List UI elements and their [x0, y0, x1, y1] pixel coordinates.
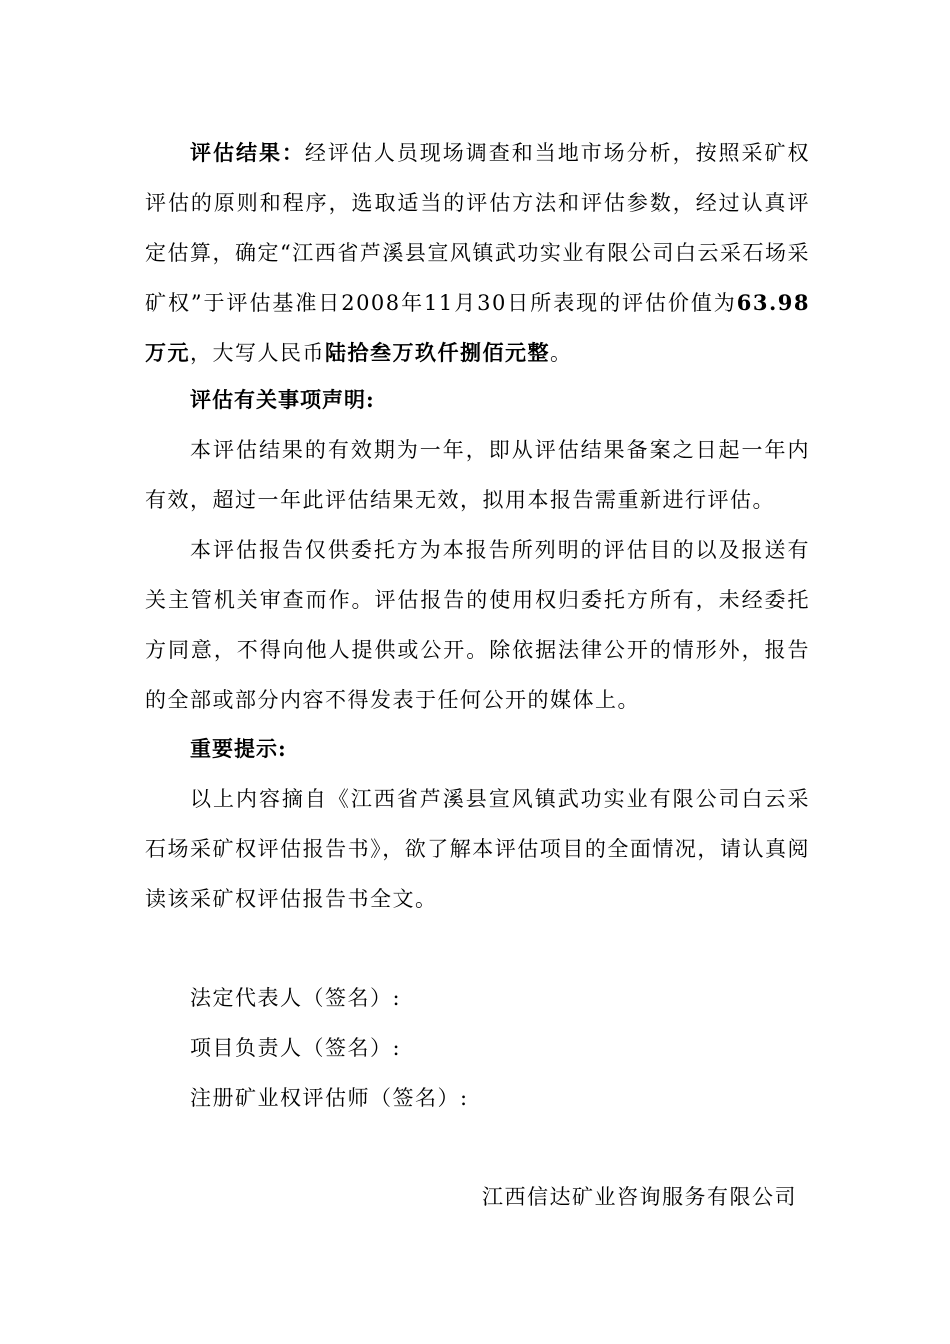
- company-name: 江西信达矿业咨询服务有限公司: [482, 1185, 797, 1209]
- result-text-b: ，大写人民币: [190, 341, 325, 365]
- result-text-c: 。: [550, 341, 573, 365]
- notice-paragraph: 以上内容摘自《江西省芦溪县宣风镇武功实业有限公司白云采石场采矿权评估报告书》，欲了解本评估项目的全面情况，请认真阅读该采矿权评估报告书全文。: [145, 787, 810, 911]
- notice-heading: 重要提示:: [190, 736, 287, 761]
- result-text-a: 经评估人员现场调查和当地市场分析，按照采矿权评估的原则和程序，选取适当的评估方法和评估参数，经过认真评定估算，确定“江西省芦溪县宣风镇武功实业有限公司白云采石场采矿权”于评估基准日2008年11月30日所表现的评估价值为: [145, 141, 811, 315]
- appraiser-signature: 注册矿业权评估师（签名）:: [190, 1086, 469, 1110]
- statement-heading: 评估有关事项声明:: [190, 387, 375, 412]
- result-value: 63.98万元: [145, 290, 810, 365]
- statement-paragraph-1: 本评估结果的有效期为一年，即从评估结果备案之日起一年内有效，超过一年此评估结果无效，拟用本报告需重新进行评估。: [145, 438, 810, 512]
- project-lead-signature: 项目负责人（签名）:: [190, 1036, 402, 1060]
- result-value-words: 陆拾叁万玖仟捌佰元整: [325, 340, 550, 365]
- result-paragraph: [145, 128, 810, 378]
- result-label: 评估结果：: [190, 140, 305, 165]
- legal-rep-signature: 法定代表人（签名）:: [190, 986, 402, 1010]
- statement-paragraph-2: 本评估报告仅供委托方为本报告所列明的评估目的以及报送有关主管机关审查而作。评估报告的使用权归委托方所有，未经委托方同意，不得向他人提供或公开。除依据法律公开的情形外，报告的全部或部分内容不得发表于任何公开的媒体上。: [145, 538, 810, 712]
